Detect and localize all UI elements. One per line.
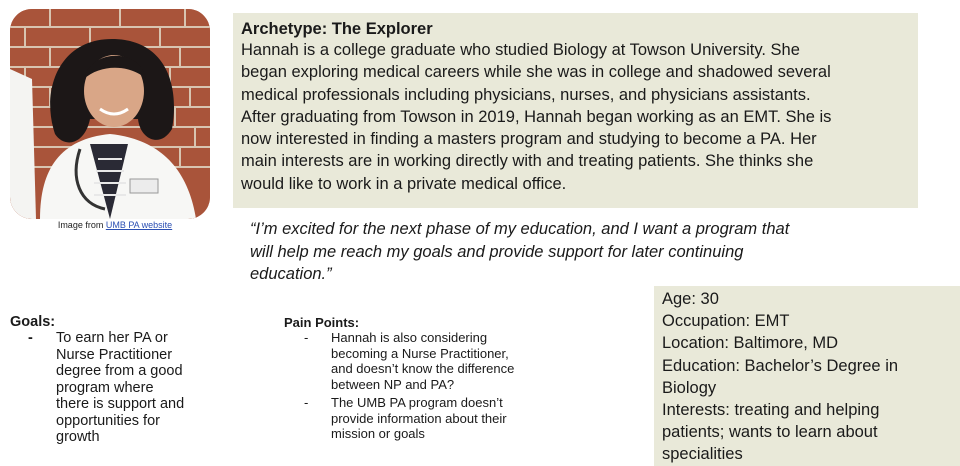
goal-line: degree from a good [56, 363, 183, 379]
pain-point-line: and doesn’t know the difference [331, 361, 515, 376]
goal-line: opportunities for [56, 412, 160, 429]
goal-line: there is support and [56, 396, 185, 412]
pain-point-line: between NP and PA? [331, 376, 455, 392]
occupation-line: Occupation: EMT [662, 312, 790, 331]
quote-line: “I’m excited for the next phase of my education, and I want a program that [250, 220, 790, 238]
goals-list [10, 330, 240, 446]
pain-point-line: mission or goals [331, 426, 425, 441]
goal-line: program where [56, 379, 154, 396]
pain-points-section [284, 315, 574, 445]
goals-heading: Goals: [10, 314, 56, 330]
pain-points-list [284, 330, 574, 442]
pain-point-line: The UMB PA program doesn’t [331, 395, 503, 410]
pain-point-line: becoming a Nurse Practitioner, [331, 345, 509, 361]
quote-line: education.” [250, 265, 332, 284]
interests-line-cont: patients; wants to learn about [662, 423, 878, 442]
bullet-marker: - [28, 330, 33, 346]
bio-line: now interested in finding a masters program and studying to become a PA. Her [241, 130, 817, 149]
pain-point-line: Hannah is also considering [331, 330, 488, 345]
list-item [284, 395, 574, 442]
photo-caption [30, 220, 200, 230]
bio-line: medical professionals including physicians, nurses, and physicians assistants. [241, 85, 811, 104]
quote-line: will help me reach my goals and provide support for later continuing [250, 242, 744, 261]
bio-text [241, 39, 910, 195]
bio-line: began exploring medical careers while she was in college and shadowed several [241, 63, 831, 82]
goals-section [10, 314, 240, 446]
goal-line: growth [56, 429, 100, 445]
list-item [10, 330, 240, 446]
pain-points-heading: Pain Points: [284, 315, 360, 330]
interests-line: Interests: treating and helping [662, 401, 880, 420]
goal-line: To earn her PA or [56, 330, 168, 346]
location-line: Location: Baltimore, MD [662, 334, 839, 353]
bio-line: would like to work in a private medical office. [241, 174, 567, 193]
bio-line: main interests are in working directly with and treating patients. She thinks she [241, 152, 814, 171]
age-line: Age: 30 [662, 290, 719, 308]
archetype-title: Archetype: The Explorer [241, 20, 433, 38]
persona-photo [10, 9, 210, 219]
caption-prefix: Image from [57, 220, 106, 230]
demographics-panel [654, 286, 960, 466]
goal-line: Nurse Practitioner [56, 346, 173, 363]
persona-quote [250, 218, 870, 286]
pain-point-line: provide information about their [331, 410, 507, 426]
bio-line: Hannah is a college graduate who studied Biology at Towson University. She [241, 41, 800, 59]
education-line: Education: Bachelor’s Degree in [662, 356, 899, 375]
bullet-marker: - [304, 330, 309, 345]
list-item [284, 330, 574, 392]
umb-pa-website-link[interactable]: UMB PA website [105, 220, 173, 230]
education-line-cont: Biology [662, 378, 717, 397]
bio-line: After graduating from Towson in 2019, Hannah began working as an EMT. She is [241, 107, 832, 126]
bullet-marker: - [304, 395, 309, 410]
interests-line-cont: specialities [662, 445, 743, 464]
bio-panel [233, 13, 918, 208]
